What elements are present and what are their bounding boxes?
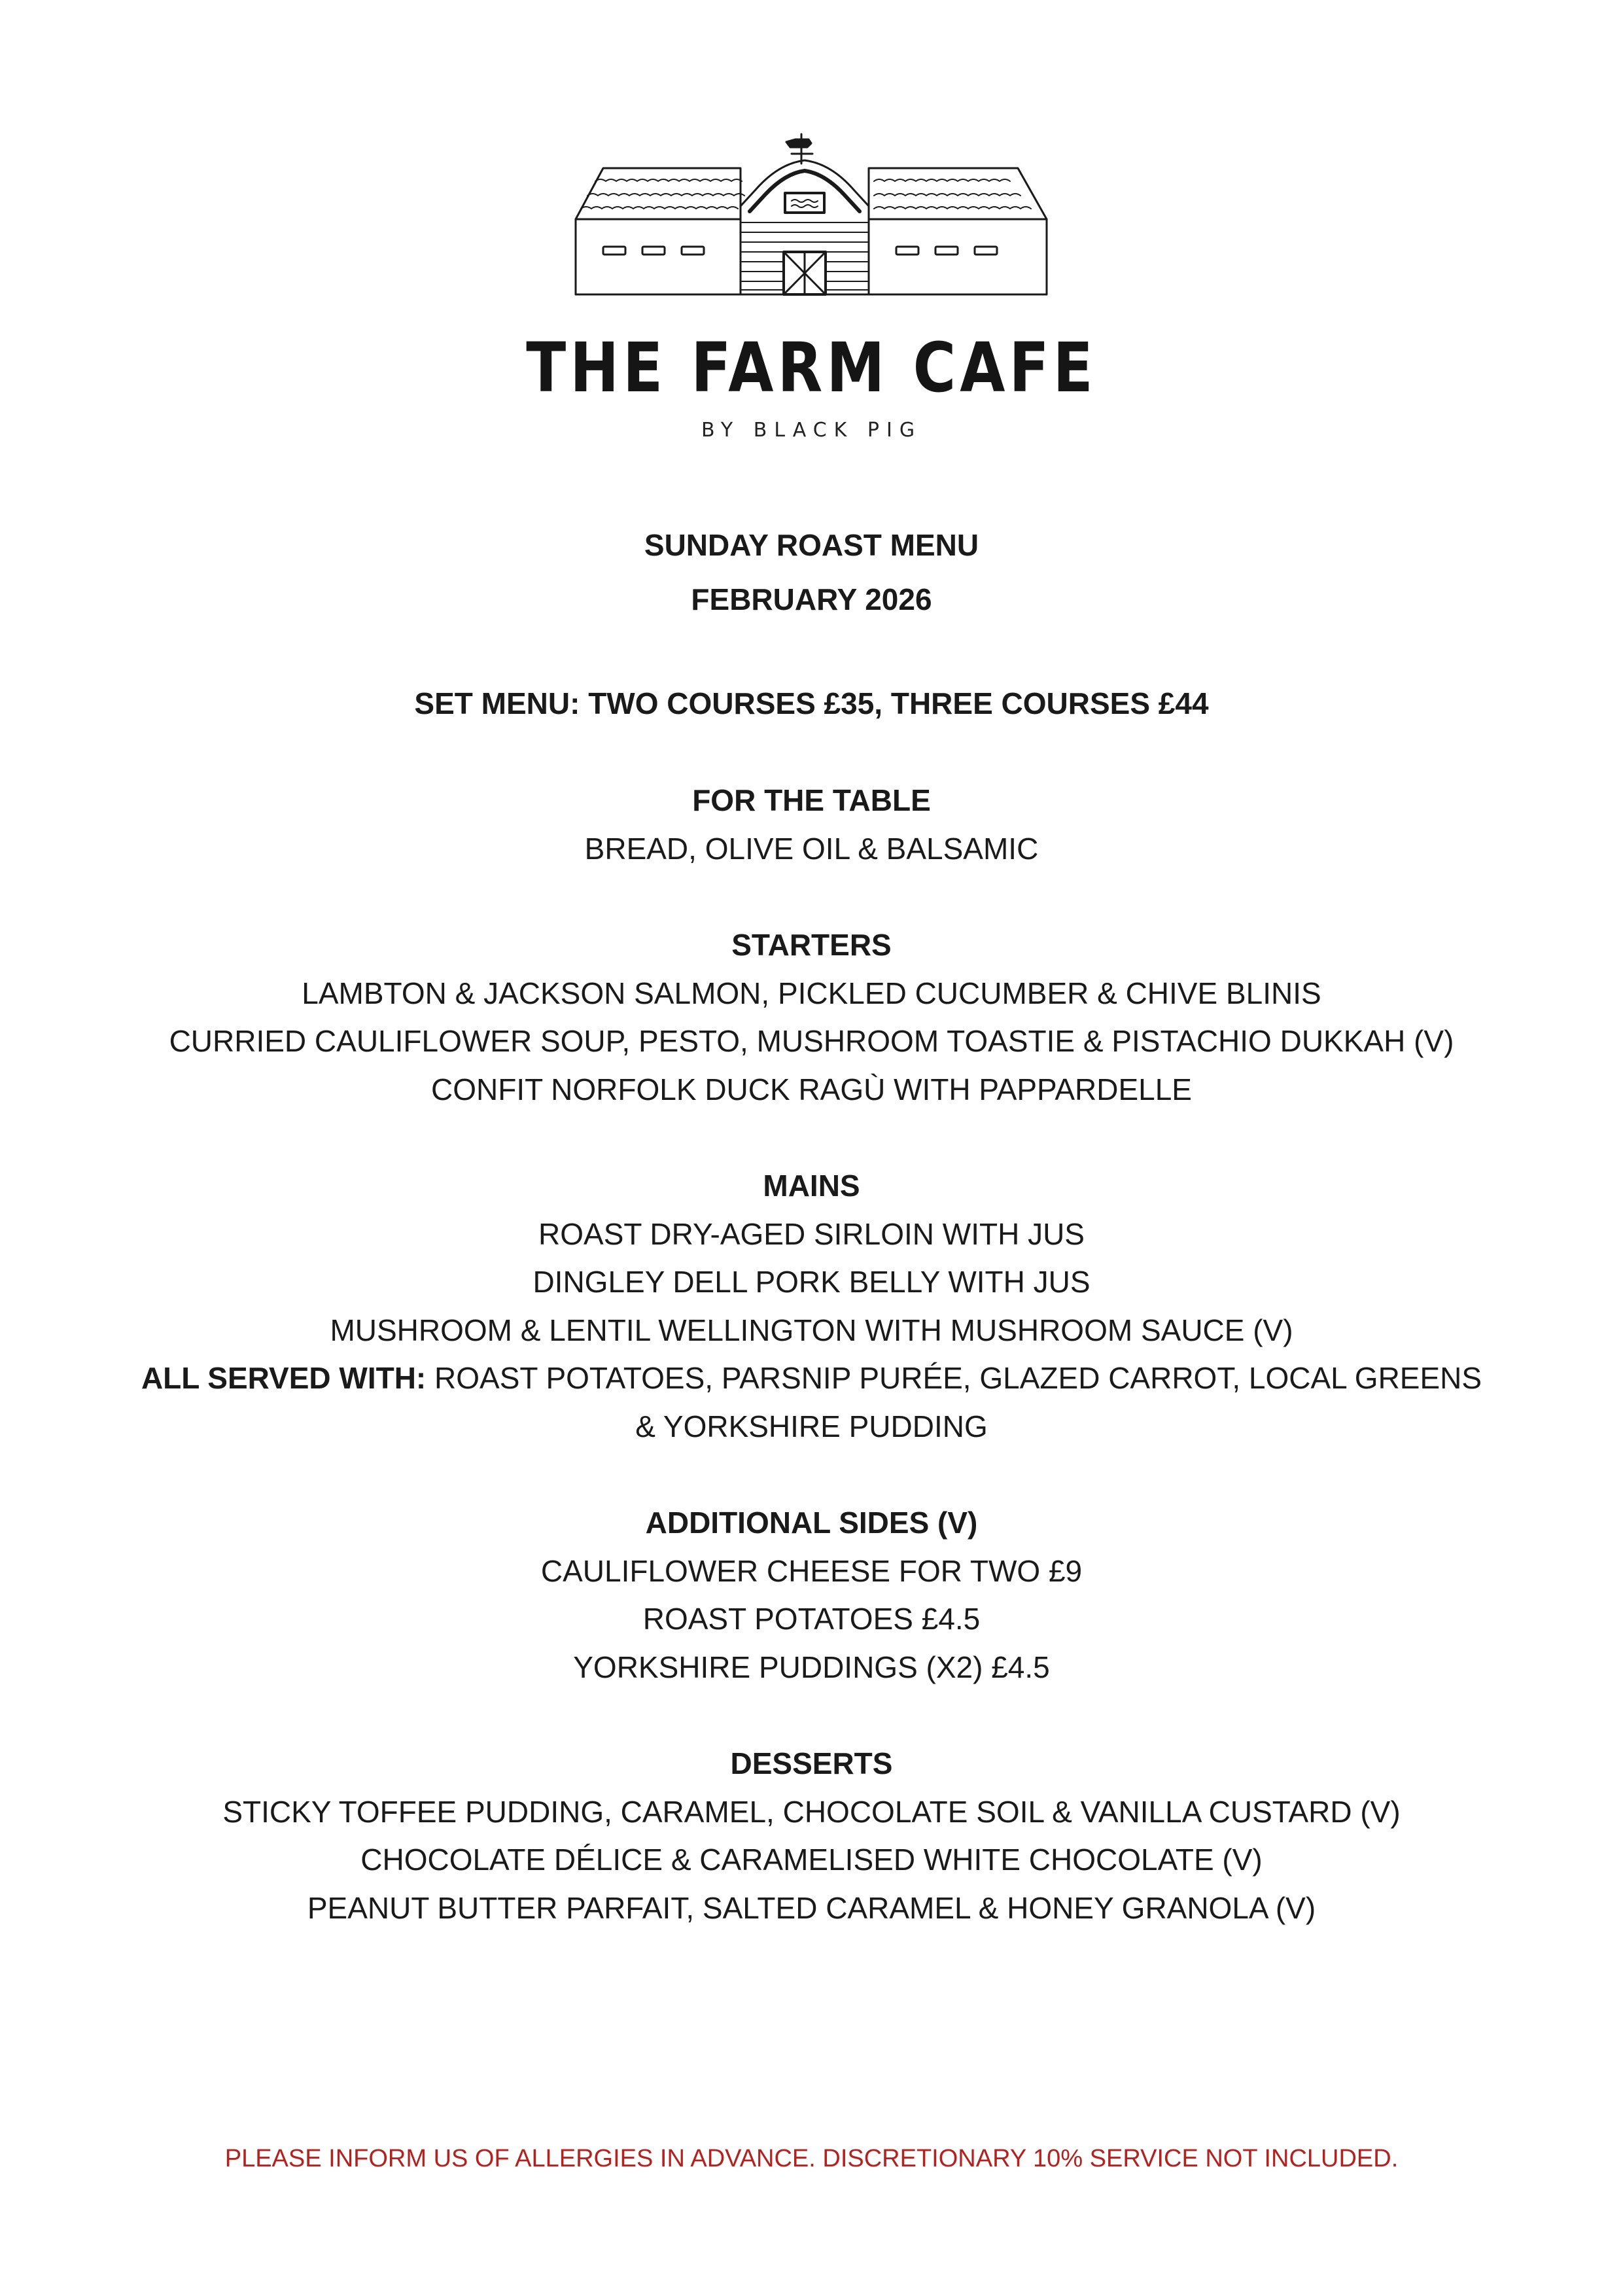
- allergy-service-note: PLEASE INFORM US OF ALLERGIES IN ADVANCE. DISCRETIONARY 10% SERVICE NOT INCLUDED.: [224, 2145, 1399, 2172]
- section-heading-for-the-table: FOR THE TABLE: [692, 783, 931, 817]
- menu-item: DINGLEY DELL PORK BELLY WITH JUS: [532, 1265, 1091, 1299]
- barn-logo-icon: [569, 128, 1056, 304]
- section-heading-mains: MAINS: [763, 1169, 860, 1203]
- section-heading-starters: STARTERS: [731, 928, 892, 962]
- served-with-label: ALL SERVED WITH:: [141, 1361, 427, 1395]
- served-with-line: [0, 1363, 1623, 1393]
- menu-item: BREAD, OLIVE OIL & BALSAMIC: [584, 832, 1039, 866]
- menu-item: CONFIT NORFOLK DUCK RAGÙ WITH PAPPARDELLE: [431, 1072, 1192, 1106]
- set-menu-pricing: SET MENU: TWO COURSES £35, THREE COURSES £44: [414, 686, 1209, 720]
- menu-item: STICKY TOFFEE PUDDING, CARAMEL, CHOCOLATE SOIL & VANILLA CUSTARD (V): [222, 1795, 1401, 1829]
- menu-item: ROAST POTATOES £4.5: [642, 1602, 981, 1636]
- menu-item: CURRIED CAULIFLOWER SOUP, PESTO, MUSHROOM TOASTIE & PISTACHIO DUKKAH (V): [169, 1024, 1454, 1058]
- served-with-text: ROAST POTATOES, PARSNIP PURÉE, GLAZED CARROT, LOCAL GREENS: [426, 1361, 1482, 1395]
- section-heading-sides: ADDITIONAL SIDES (V): [645, 1506, 978, 1540]
- section-heading-desserts: DESSERTS: [730, 1746, 893, 1780]
- menu-item: MUSHROOM & LENTIL WELLINGTON WITH MUSHROOM SAUCE (V): [330, 1313, 1293, 1347]
- served-with-continuation: & YORKSHIRE PUDDING: [635, 1409, 988, 1443]
- menu-item: CAULIFLOWER CHEESE FOR TWO £9: [540, 1554, 1083, 1588]
- menu-item: LAMBTON & JACKSON SALMON, PICKLED CUCUMBER & CHIVE BLINIS: [302, 976, 1321, 1010]
- brand-subtitle: BY BLACK PIG: [701, 419, 922, 442]
- menu-item: PEANUT BUTTER PARFAIT, SALTED CARAMEL & HONEY GRANOLA (V): [307, 1891, 1316, 1925]
- menu-item: CHOCOLATE DÉLICE & CARAMELISED WHITE CHOCOLATE (V): [360, 1843, 1263, 1877]
- menu-item: YORKSHIRE PUDDINGS (X2) £4.5: [573, 1650, 1050, 1684]
- menu-date: FEBRUARY 2026: [691, 582, 932, 616]
- menu-item: ROAST DRY-AGED SIRLOIN WITH JUS: [538, 1217, 1085, 1251]
- brand-name: THE FARM CAFE: [526, 328, 1097, 408]
- menu-title: SUNDAY ROAST MENU: [644, 528, 979, 562]
